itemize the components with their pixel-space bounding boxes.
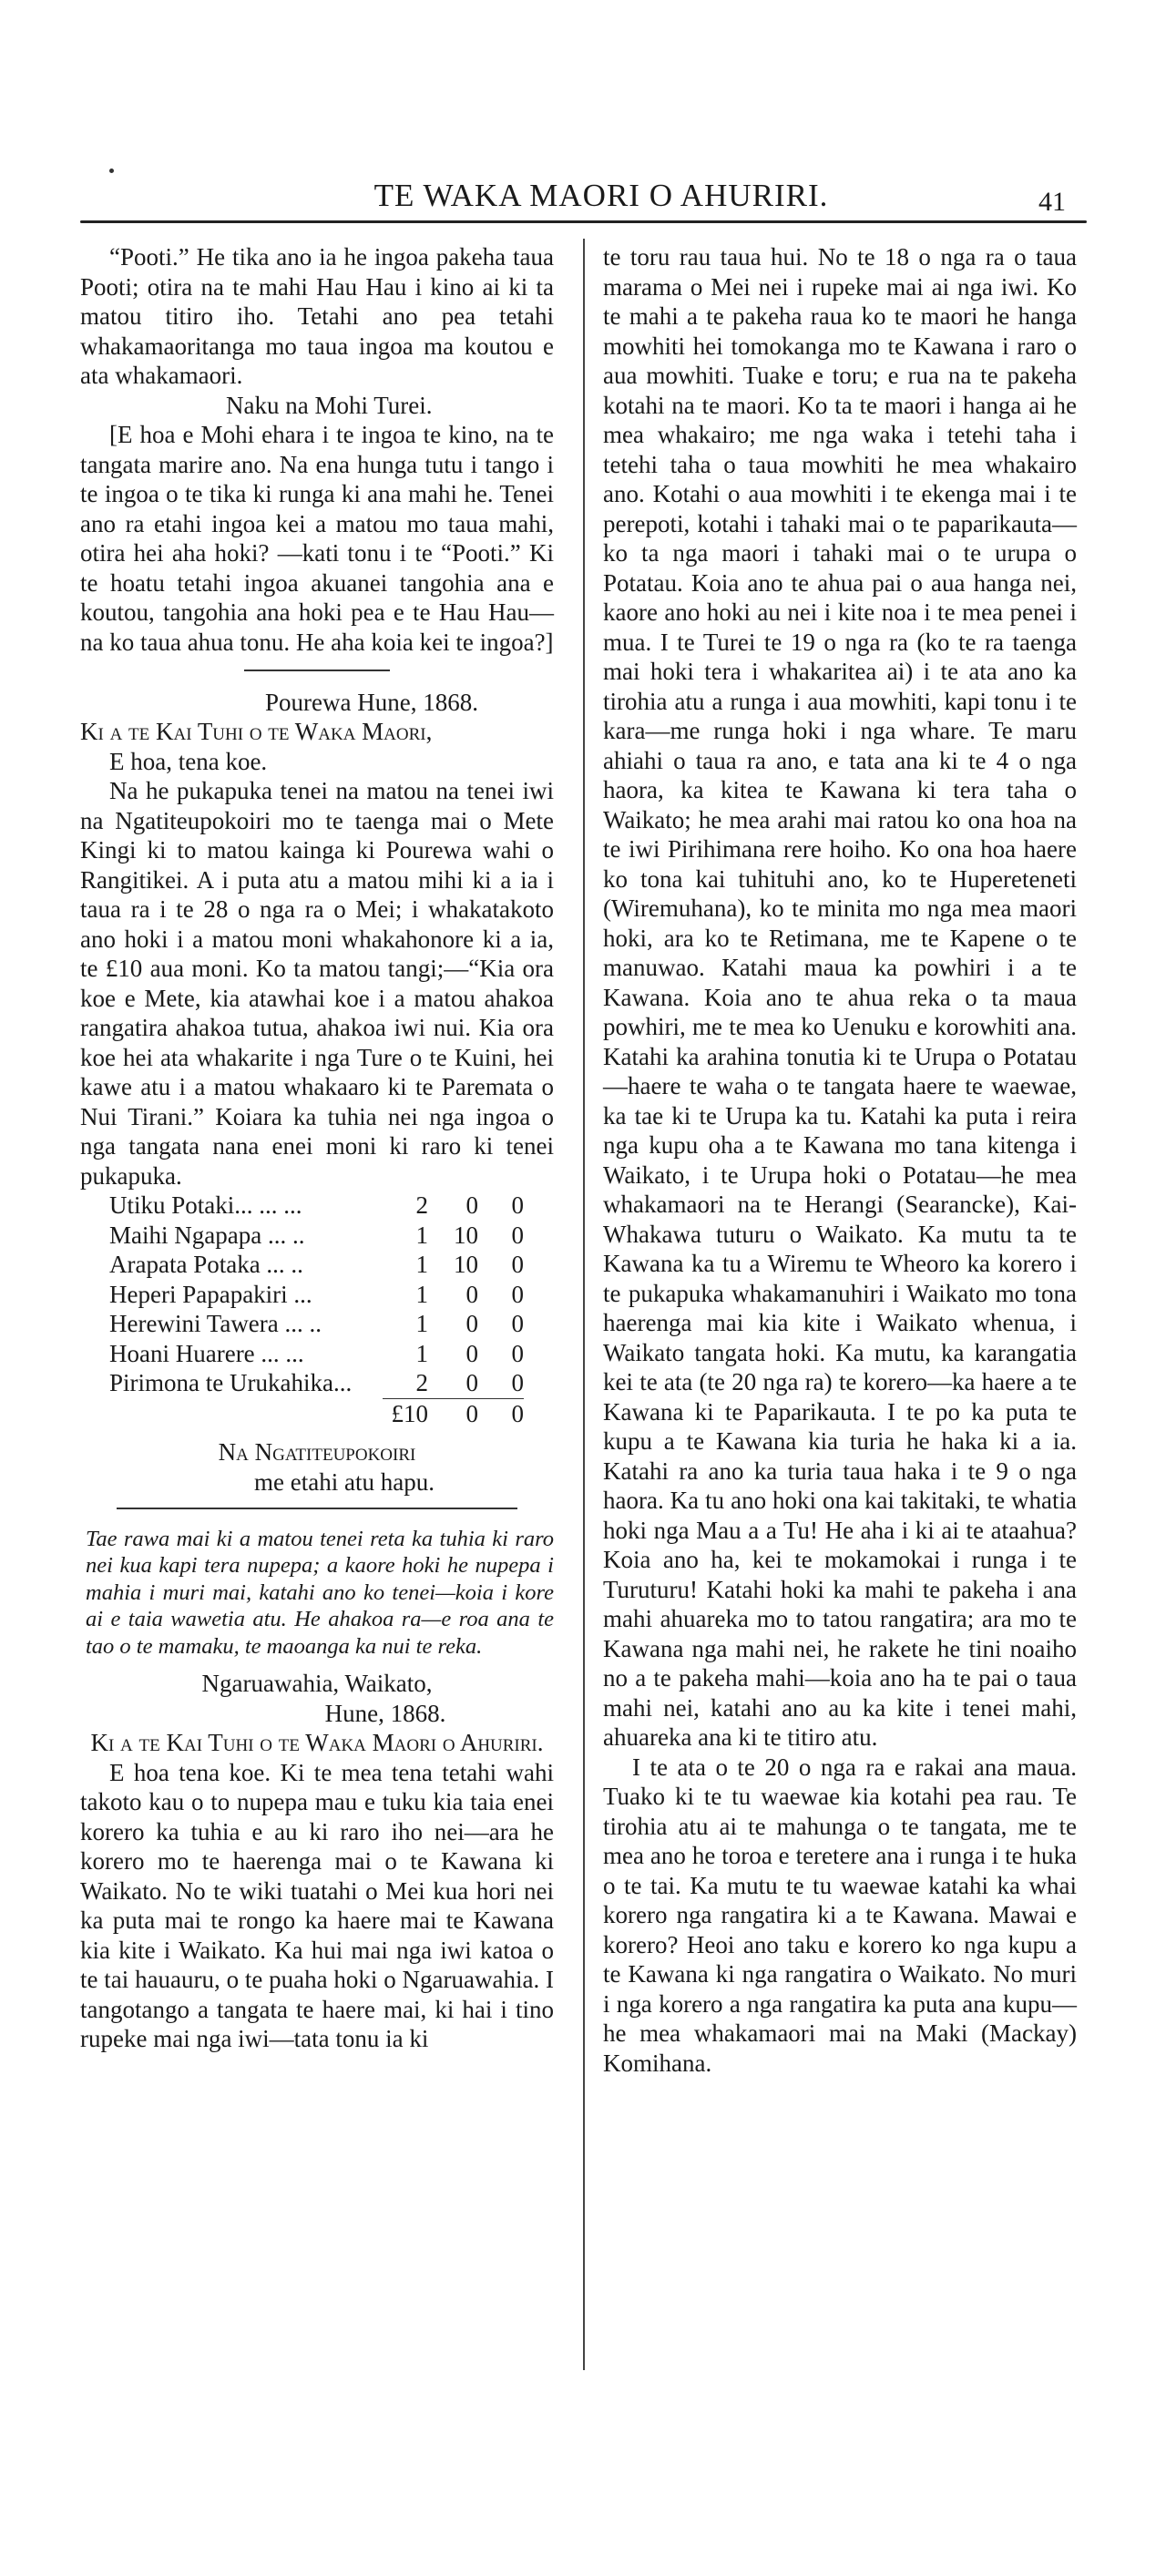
subscription-row <box>109 1250 524 1280</box>
amount-pounds: 2 <box>415 1369 428 1396</box>
subscriber-name: Hoani Huarere ... ... <box>109 1339 304 1367</box>
amount-pence: 0 <box>511 1221 524 1249</box>
greeting: E hoa, tena koe. <box>109 747 268 775</box>
subscription-row <box>109 1280 524 1310</box>
amount-pounds: 1 <box>415 1251 428 1278</box>
amount-pounds: 1 <box>415 1280 428 1308</box>
subscription-row <box>109 1339 524 1369</box>
header-rule <box>80 220 1087 223</box>
amount-shillings: 0 <box>465 1280 478 1308</box>
signature: Na Ngatiteupokoiri <box>218 1438 416 1466</box>
amount-pounds: 1 <box>415 1221 428 1249</box>
amount-pounds: 1 <box>415 1339 428 1367</box>
total-pence: 0 <box>478 1398 524 1428</box>
total-pounds: £10 <box>383 1398 428 1428</box>
page-number: 41 <box>1038 187 1066 217</box>
amount-pence: 0 <box>511 1251 524 1278</box>
subscriber-name: Pirimona te Urukahika... <box>109 1369 353 1397</box>
dateline: Pourewa Hune, 1868. <box>265 688 478 716</box>
separator-rule <box>244 670 390 671</box>
letter-paragraph: E hoa tena koe. Ki te mea tena tetahi wahi takoto kau o to nupepa mau e tuku kia taia enei korero ka tuhia e au ki raro iho nei—ara he korero mo te haerenga mai o te Kawana ki Waikato. No te wiki tuatahi o Mei kua hori nei ka puta mai te rongo ka haere mai te Kawana kia kite i Waikato. Ka hui mai nga iwi katoa o te tai hauauru, o te puaha hoki o Ngaruawahia. I tangotango a tangata te haere mai, ki hai i tino rupeke mai nga iwi—tata tonu ia ki <box>80 1758 554 2052</box>
subscriber-name: Utiku Potaki... ... ... <box>109 1191 302 1219</box>
print-speck <box>109 169 114 173</box>
signature-subline: me etahi atu hapu. <box>254 1467 435 1496</box>
subscription-row <box>109 1191 524 1221</box>
amount-pence: 0 <box>511 1339 524 1367</box>
editor-note: Tae rawa mai ki a matou tenei reta ka tuhia ki raro nei kua kapi tera nupepa; a kaore hoki he nupepa i mahia i muri mai, katahi ano ko tenei—koia i kore ai e taia wawetia atu. He ahakoa ra—e roa ana te tao o te mamaku, te maoanga ka nui te reka. <box>86 1526 554 1659</box>
subscriber-name: Heperi Papapakiri ... <box>109 1280 312 1308</box>
amount-shillings: 0 <box>465 1191 478 1219</box>
letter-address: Ki a te Kai Tuhi o te Waka Maori, <box>80 718 433 745</box>
letter-address: Ki a te Kai Tuhi o te Waka Maori o Ahuriri. <box>90 1729 544 1756</box>
amount-pounds: 2 <box>415 1191 428 1219</box>
signature: Naku na Mohi Turei. <box>226 391 433 419</box>
amount-shillings: 0 <box>465 1310 478 1337</box>
dateline: Ngaruawahia, Waikato, <box>201 1670 433 1697</box>
amount-pence: 0 <box>511 1310 524 1337</box>
editor-reply: [E hoa e Mohi ehara i te ingoa te kino, na te tangata marire ano. Na ena hunga tutu i tango i te ingoa o te tika ki runga ki ana mahi he. Tenei ano ra etahi ingoa kei a matou mo taua mahi, otira hei aha hoki? —kati tonu i te “Pooti.” Ki te hoatu tetahi ingoa akuanei tangohia ana e koutou, tangohia ana hoki pea e te Hau Hau—na ko taua ahua tonu. He aha koia kei te ingoa?] <box>80 421 554 656</box>
separator-rule <box>117 1508 517 1509</box>
right-column <box>603 242 1077 2078</box>
masthead-title: TE WAKA MAORI O AHURIRI. <box>373 178 829 213</box>
column-rule <box>583 239 585 2370</box>
subscription-total-row <box>109 1398 524 1428</box>
subscriber-name: Maihi Ngapapa ... .. <box>109 1221 305 1249</box>
letter-paragraph: te toru rau taua hui. No te 18 o nga ra o taua marama o Mei nei i rupeke mai ai nga iwi. Ko te mahi a te pakeha raua ko te maori he hanga mowhiti hei tomokanga mo te Kawana i raro o aua mowhiti. Tuake e toru; e rua na te pakeha kotahi na te maori. Ko ta te maori i hanga ai he mea whakairo; me nga waka i tetehi taha i tetehi taha o taua mowhiti he mea whakairo ano. Kotahi o aua mowhiti i te ekenga mai i te perepoti, kotahi i tahaki mai o te paparikauta—ko ta nga maori i tahaki mai o te urupa o Potatau. Koia ano te ahua pai o aua hanga nei, kaore ano hoki au nei i kite noa i te mea penei i mua. I te Turei te 19 o nga ra (ko te ra taenga mai hoki tera i whakaritea ai) i te ata ano ka tirohia atu a runga i aua mowhiti, kapi tonu i te kara—me runga hoki i nga whare. Te maru ahiahi o taua ra ano, e tata ana ki te 4 o nga haora, ka kitea te Kawana ki tera taha o Waikato; he mea arahi mai ratou ko ona hoa na te iwi Pirihimana rere hoiho. Ko ona hoa haere ko tona kai tuhituhi ano, ko te Hupereteneti (Wiremuhana), ko te minita mo nga mea maori hoki, ara ko te Retimana, me te Kapene o te manuwao. Katahi maua ka powhiri i a te Kawana. Koia ano te ahua reka o ta maua powhiri, me te mea ko Uenuku e korowhiti ana. Katahi ka arahina tonutia ki te Urupa o Potatau—haere te waha o te tangata haere te waewae, ka tae ki te Urupa ka tu. Katahi ka puta i reira nga kupu oha a te Kawana mo tana kitenga i Waikato, i te Urupa hoki o Potatau—he mea whakamaori na te Herangi (Searancke), Kai-Whakawa tuturu o Waikato. Ka mutu ta te Kawana ka tu a Wiremu te Wheoro ka korero i te pukapuka whakamanuhiri i Waikato mo tona haerenga mai kia kite i Waikato whenua, i Waikato tangata hoki. Ka mutu, ka karangatia kei te ata (te 20 nga ra) te korero—ka haere a te Kawana ki te Paparikauta. I te po ka puta te kupu a te Kawana kia turia he haka ki a ia. Katahi ra ano ka turia taua haka i te 9 o nga haora. Ka tu ano hoki ona kai takitaki, te whatia hoki nga Mau a a Tu! He aha i ki ai te ataahua? Koia ano ha, kei te mokamokai i runga i te Turuturu! Katahi hoki ka mahi te pakeha i ana mahi ahuareka mo to tatou rangatira; ara mo te Kawana nga mahi nei, he rakete he tini noaiho no a te pakeha mahi—koia ano ha te pai o taua mahi nei, katahi ano au ka kite i tenei mahi, ahuareka ana ki te titiro atu. <box>603 243 1077 1751</box>
subscription-row <box>109 1368 524 1398</box>
letter-paragraph: “Pooti.” He tika ano ia he ingoa pakeha taua Pooti; otira na te mahi Hau Hau i kino ai ki ta matou titiro iho. Tetahi ano pea tetahi whakamaoritanga mo taua ingoa ma koutou e ata whakamaori. <box>80 243 554 389</box>
amount-pence: 0 <box>511 1369 524 1396</box>
subscriber-name: Herewini Tawera ... .. <box>109 1310 322 1337</box>
total-shillings: 0 <box>428 1398 478 1428</box>
dateline: Hune, 1868. <box>324 1699 446 1727</box>
left-column <box>80 242 554 2054</box>
amount-shillings: 0 <box>465 1339 478 1367</box>
letter-paragraph: I te ata o te 20 o nga ra e rakai ana maua. Tuako ki te tu waewae kia kotahi pea rau. Te tirohia atu ai te mahunga o te tangata, me te mea ano he toroa e teretere ana i runga i te huka o te tai. Ka mutu te tu waewae katahi ka whai korero nga rangatira ki a te Kawana. Mawai e korero? Heoi ano taku e korero ko nga kupu a te Kawana ki nga rangatira o Waikato. No muri i nga korero a nga rangatira ka puta ana kupu—he mea whakamaori mai na Maki (Mackay) Komihana. <box>603 1753 1077 2077</box>
amount-pence: 0 <box>511 1191 524 1219</box>
subscription-row <box>109 1309 524 1339</box>
amount-pounds: 1 <box>415 1310 428 1337</box>
subscription-row <box>109 1221 524 1251</box>
amount-pence: 0 <box>511 1280 524 1308</box>
amount-shillings: 0 <box>465 1369 478 1396</box>
subscription-table <box>109 1191 524 1428</box>
subscriber-name: Arapata Potaka ... .. <box>109 1251 303 1278</box>
amount-shillings: 10 <box>454 1251 478 1278</box>
amount-shillings: 10 <box>454 1221 478 1249</box>
letter-paragraph: Na he pukapuka tenei na matou na tenei iwi na Ngatiteupokoiri mo te taenga mai o Mete Kingi ki to matou kainga ki Pourewa wahi o Rangitikei. A i puta atu a matou mihi ki a ia i taua ra i te 28 o nga ra o Mei; i whakatakoto ano hoki i a matou moni whakahonore ki a ia, te £10 aua moni. Ko ta matou tangi;—“Kia ora koe e Mete, kia atawhai koe i a matou ahakoa rangatira ahakoa tutua, ahakoa iwi nui. Kia ora koe hei ata whakarite i nga Ture o te Kuini, hei kawe atu i a matou whakaaro ki te Paremata o Nui Tirani.” Koiara ka tuhia nei nga ingoa o nga tangata nana enei moni ki raro ki tenei pukapuka. <box>80 777 554 1190</box>
